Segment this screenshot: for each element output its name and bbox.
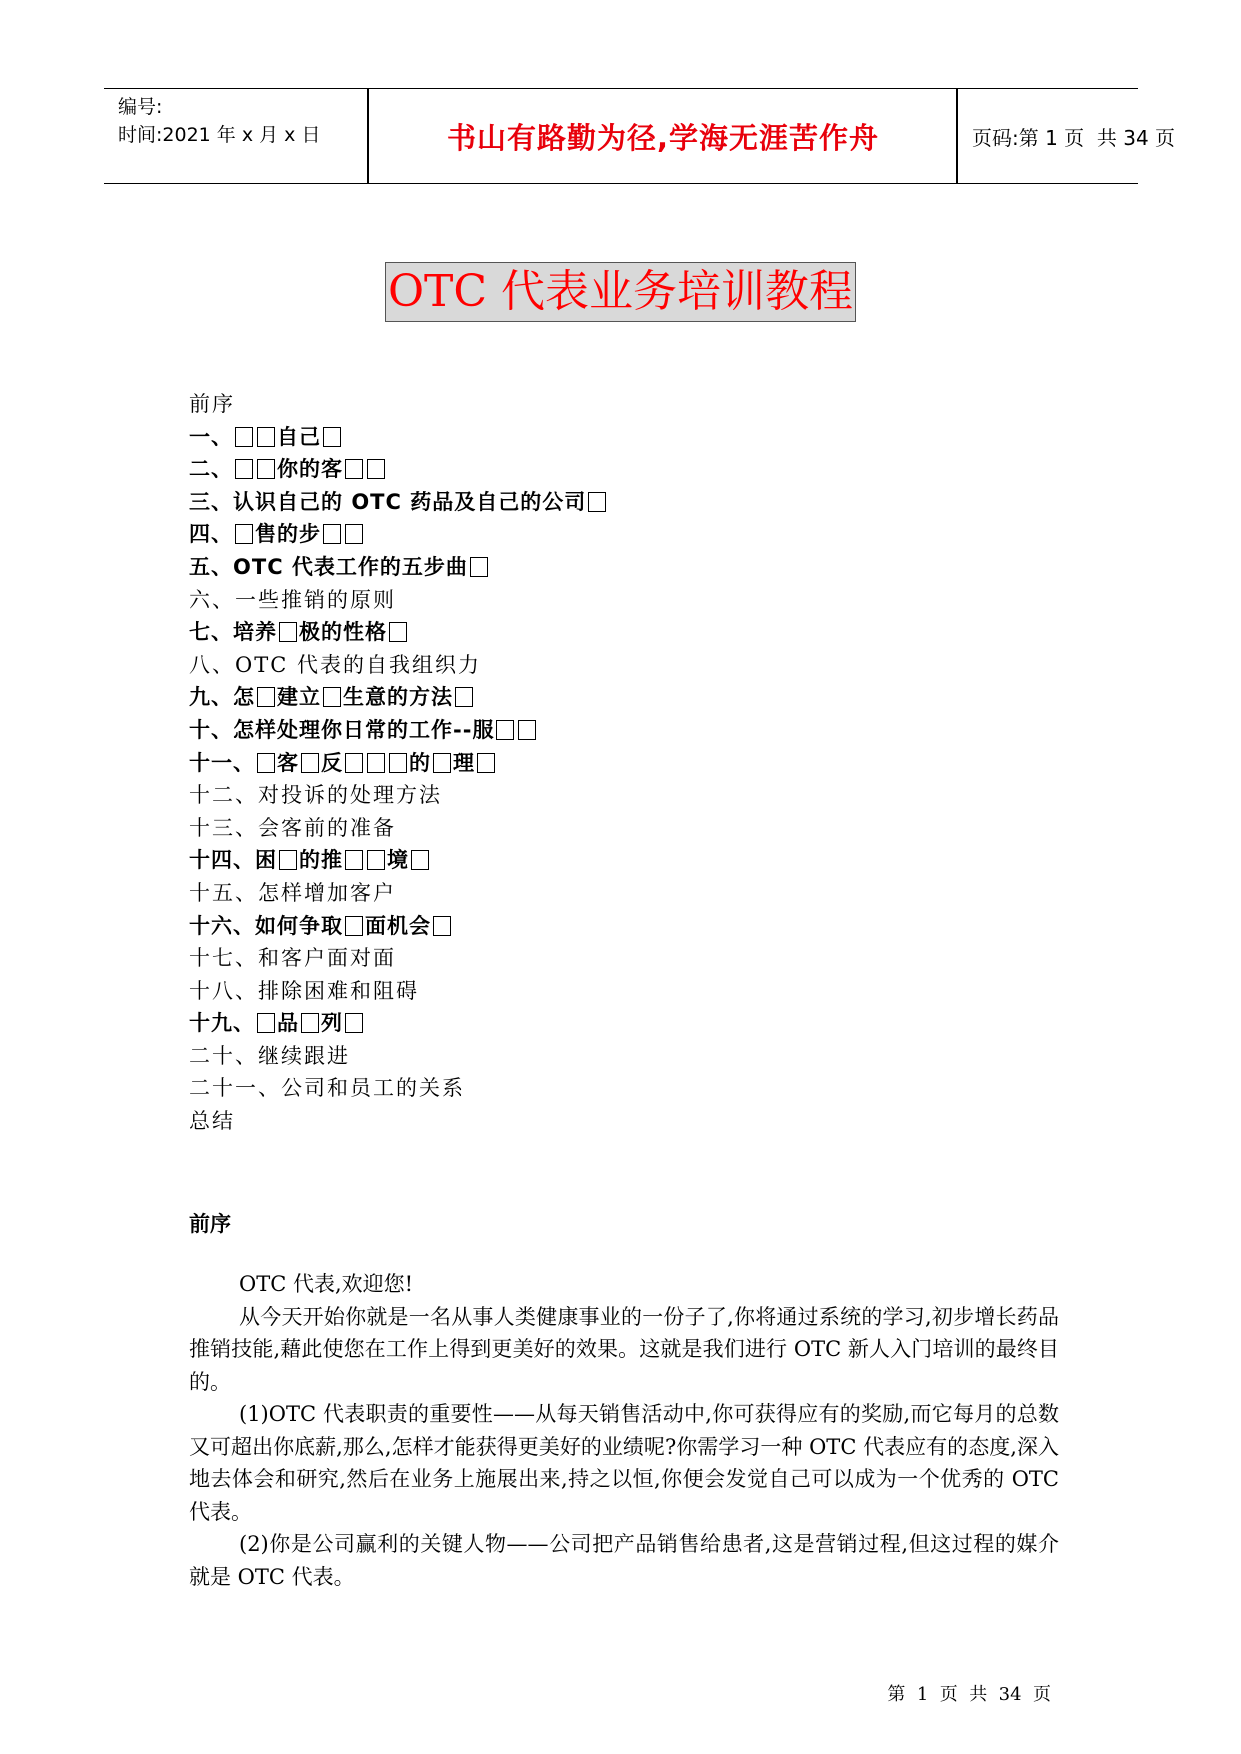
section-heading: 前序: [189, 1212, 231, 1236]
missing-glyph-box: [367, 753, 385, 773]
toc-item: 三、认识自己的 OTC 药品及自己的公司: [189, 486, 1089, 519]
missing-glyph-box: [323, 524, 341, 544]
header-motto: 书山有路勤为径,学海无涯苦作舟: [446, 120, 880, 155]
missing-glyph-box: [477, 753, 495, 773]
missing-glyph-box: [257, 427, 275, 447]
missing-glyph-box: [235, 459, 253, 479]
toc-item: 十八、排除困难和阻碍: [189, 978, 419, 1003]
missing-glyph-box: [257, 753, 275, 773]
toc-item: 十三、会客前的准备: [189, 815, 396, 840]
body-paragraph: (1)OTC 代表职责的重要性——从每天销售活动中,你可获得应有的奖励,而它每月的总数又可超出你底薪,那么,怎样才能获得更美好的业绩呢?你需学习一种 OTC 代表应有的态度,深入地去体会和研究,然后在业务上施展出来,持之以恒,你便会发觉自己可以成为一个优秀的 OTC 代表。: [189, 1402, 1059, 1524]
section-body: [189, 1268, 1059, 1593]
document-number-label: 编号:: [118, 96, 163, 118]
body-paragraph: (2)你是公司赢利的关键人物——公司把产品销售给患者,这是营销过程,但这过程的媒介就是 OTC 代表。: [189, 1532, 1059, 1589]
toc-item: 十二、对投诉的处理方法: [189, 783, 442, 808]
toc-item: 二十一、公司和员工的关系: [189, 1076, 465, 1101]
toc-item: 四、 售的步: [189, 518, 1089, 551]
toc-item: 十五、怎样增加客户: [189, 880, 396, 905]
title-container: [0, 262, 1241, 322]
missing-glyph-box: [455, 687, 473, 707]
missing-glyph-box: [345, 850, 363, 870]
body-paragraph: OTC 代表,欢迎您!: [239, 1272, 414, 1296]
missing-glyph-box: [389, 753, 407, 773]
missing-glyph-box: [345, 753, 363, 773]
missing-glyph-box: [257, 459, 275, 479]
toc-item: 十九、 品 列: [189, 1007, 1089, 1040]
toc-item: 十、怎样处理你日常的工作--服: [189, 714, 1089, 747]
missing-glyph-box: [411, 850, 429, 870]
missing-glyph-box: [518, 720, 536, 740]
missing-glyph-box: [345, 1013, 363, 1033]
missing-glyph-box: [257, 1013, 275, 1033]
toc-item: 十六、如何争取 面机会: [189, 910, 1089, 943]
missing-glyph-box: [389, 622, 407, 642]
header-page-info: 页码:第 1 页 共 34 页: [972, 125, 1176, 150]
missing-glyph-box: [367, 850, 385, 870]
missing-glyph-box: [470, 557, 488, 577]
toc-item: 十一、 客 反 的 理: [189, 747, 1089, 780]
missing-glyph-box: [301, 1013, 319, 1033]
missing-glyph-box: [323, 427, 341, 447]
header-divider: [956, 89, 958, 183]
toc-item: 二、 你的客: [189, 453, 1089, 486]
missing-glyph-box: [279, 850, 297, 870]
toc-item: 五、OTC 代表工作的五步曲: [189, 551, 1089, 584]
toc-item: 二十、继续跟进: [189, 1043, 350, 1068]
missing-glyph-box: [235, 524, 253, 544]
document-title: OTC 代表业务培训教程: [385, 262, 856, 322]
missing-glyph-box: [433, 753, 451, 773]
missing-glyph-box: [345, 916, 363, 936]
missing-glyph-box: [345, 524, 363, 544]
toc-item: 六、一些推销的原则: [189, 587, 396, 612]
toc-item: 前序: [189, 392, 235, 416]
toc-item: 七、培养 极的性格: [189, 616, 1089, 649]
missing-glyph-box: [257, 687, 275, 707]
toc-item: 十七、和客户面对面: [189, 946, 396, 971]
page-header: [104, 88, 1176, 184]
missing-glyph-box: [496, 720, 514, 740]
header-meta: [118, 93, 368, 149]
missing-glyph-box: [345, 459, 363, 479]
missing-glyph-box: [367, 459, 385, 479]
missing-glyph-box: [279, 622, 297, 642]
missing-glyph-box: [588, 492, 606, 512]
missing-glyph-box: [301, 753, 319, 773]
header-divider: [367, 89, 369, 183]
toc-item: 一、 自己: [189, 421, 1089, 454]
missing-glyph-box: [235, 427, 253, 447]
toc-item: 总结: [189, 1109, 235, 1134]
toc-item: 八、OTC 代表的自我组织力: [189, 652, 481, 677]
table-of-contents: [189, 388, 1089, 1138]
missing-glyph-box: [433, 916, 451, 936]
body-paragraph: 从今天开始你就是一名从事人类健康事业的一份子了,你将通过系统的学习,初步增长药品推销技能,藉此使您在工作上得到更美好的效果。这就是我们进行 OTC 新人入门培训的最终目的。: [189, 1304, 1059, 1394]
missing-glyph-box: [323, 687, 341, 707]
document-time-label: 时间:2021 年 x 月 x 日: [118, 124, 321, 146]
toc-item: 十四、困 的推 境: [189, 844, 1089, 877]
toc-item: 九、怎 建立 生意的方法: [189, 681, 1089, 714]
page-footer: 第 1 页 共 34 页: [887, 1684, 1051, 1705]
